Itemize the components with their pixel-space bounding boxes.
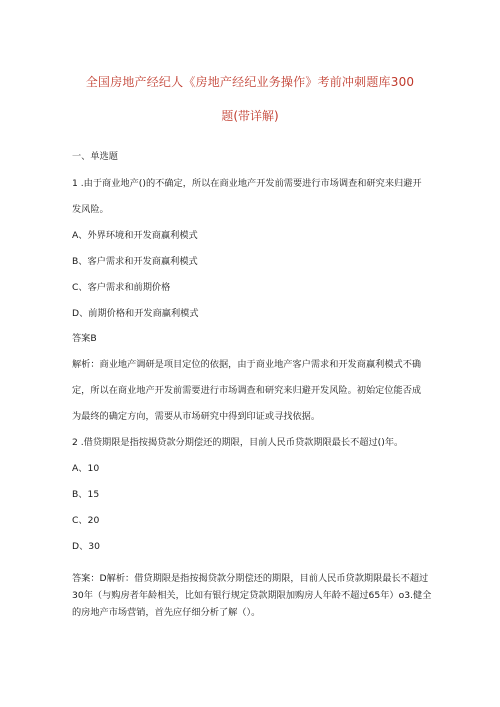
document-title: 全国房地产经纪人《房地产经纪业务操作》考前冲刺题库300	[85, 75, 415, 89]
question-1-explanation-line: 解析：商业地产调研是项目定位的依据，由于商业地产客户需求和开发商赢利模式不确	[72, 359, 422, 370]
question-1-option-b: B、客户需求和开发商赢利模式	[72, 256, 198, 267]
question-1-explanation-line: 为最终的确定方向，需要从市场研究中得到印证或寻找依据。	[72, 411, 321, 422]
question-1-option-c: C、客户需求和前期价格	[72, 282, 171, 293]
question-2-option-a: A、10	[72, 463, 100, 474]
question-1-explanation-line: 定，所以在商业地产开发前需要进行市场调查和研究来归避开发风险。初始定位能否成	[72, 385, 422, 396]
question-1-stem-continued: 发风险。	[72, 204, 109, 215]
question-1-answer: 答案B	[72, 333, 97, 344]
section-heading: 一、单选题	[72, 151, 118, 162]
question-2-explanation-line: 30年（与购房者年龄相关，比如有银行规定贷款期限加购房人年龄不超过65年）o3.健全	[72, 590, 432, 601]
question-2-explanation-line: 的房地产市场营销，首先应仔细分析了解（）。	[72, 607, 261, 618]
question-1-stem: 1 .由于商业地产()的不确定，所以在商业地产开发前需要进行市场调查和研究来归避开	[72, 178, 422, 189]
question-2-stem: 2 .借贷期限是指按揭贷款分期偿还的期限，目前人民币贷款期限最长不超过()年。	[72, 437, 404, 448]
document-title-continued: 题(带详解)	[221, 109, 279, 123]
question-2-option-d: D、30	[72, 541, 100, 552]
question-2-explanation-line: 答案：D解析：借贷期限是指按揭贷款分期偿还的期限，目前人民币贷款期限最长不超过	[72, 573, 429, 584]
question-2-option-c: C、20	[72, 515, 100, 526]
question-1-option-a: A、外界环境和开发商赢利模式	[72, 230, 198, 241]
question-1-option-d: D、前期价格和开发商赢利模式	[72, 308, 199, 319]
question-2-option-b: B、15	[72, 489, 100, 500]
